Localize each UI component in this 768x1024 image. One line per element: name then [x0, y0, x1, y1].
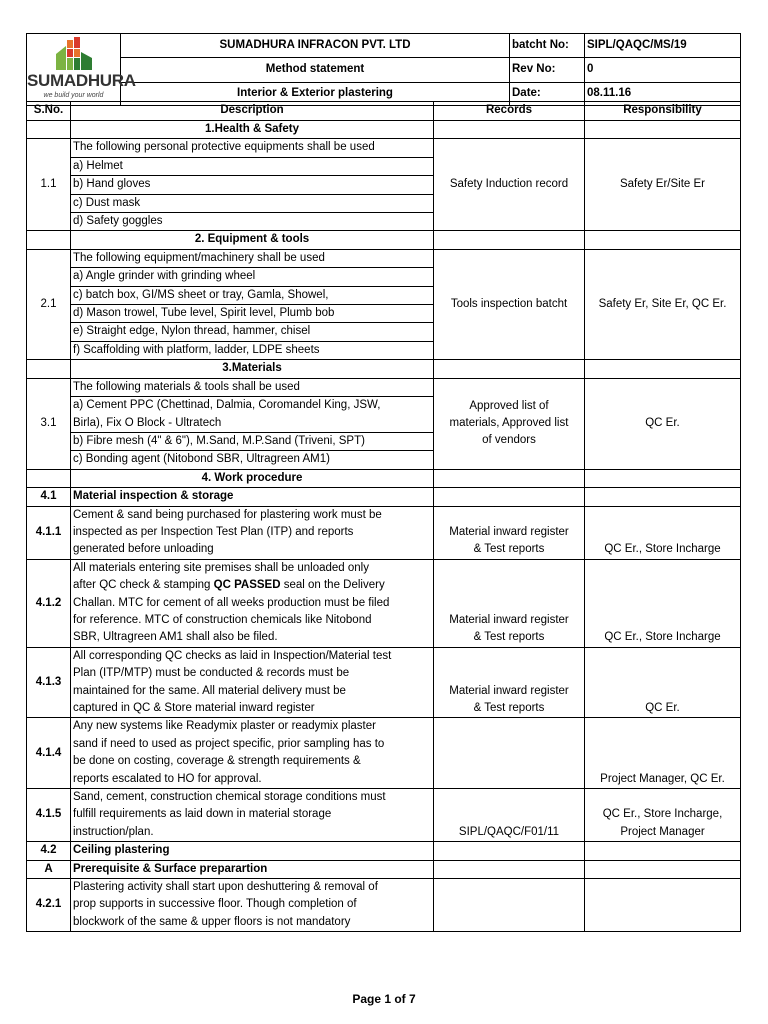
col-sno: S.No.	[27, 102, 71, 121]
responsibility-cell: QC Er., Store Incharge	[585, 559, 741, 647]
description-line: a) Cement PPC (Chettinad, Dalmia, Coromandel King, JSW, Birla), Fix O Block - Ultratech	[71, 397, 434, 433]
logo-wordmark: SUMADHURA	[27, 71, 136, 90]
responsibility-cell	[585, 879, 741, 932]
subsection-title: Prerequisite & Surface preparartion	[71, 860, 434, 878]
section-heading: 1.Health & Safety	[71, 121, 434, 139]
responsibility-cell: QC Er., Store Incharge	[585, 506, 741, 559]
description-cell: All materials entering site premises shall be unloaded only after QC check & stamping QC PASSED seal on the Delivery Challan. MTC for cement of all weeks production must be filed for reference. MTC of construction chemicals like Nitobond SBR, Ultragreen AM1 shall also be filed.	[71, 559, 434, 647]
row-number: 4.2.1	[27, 879, 71, 932]
description-line: d) Safety goggles	[71, 213, 434, 231]
date-value: 08.11.16	[585, 82, 741, 105]
description-line: f) Scaffolding with platform, ladder, LDPE sheets	[71, 341, 434, 359]
row-number: 4.1.5	[27, 789, 71, 842]
row-number: 4.1.2	[27, 559, 71, 647]
description-cell: All corresponding QC checks as laid in Inspection/Material test Plan (ITP/MTP) must be conducted & records must be maintained for the same. All material delivery must be captured in QC & Store material inward register	[71, 647, 434, 718]
description-cell: Plastering activity shall start upon deshuttering & removal of prop supports in successive floor. Though completion of blockwork of the same & upper floors is not mandatory	[71, 879, 434, 932]
col-description: Description	[71, 102, 434, 121]
subsection-title: Material inspection & storage	[71, 488, 434, 506]
rev-label: Rev No:	[510, 58, 585, 82]
records-cell: Safety Induction record	[434, 139, 585, 231]
row-number: 1.1	[27, 139, 71, 231]
description-line: c) Dust mask	[71, 194, 434, 212]
responsibility-cell: Safety Er, Site Er, QC Er.	[585, 249, 741, 359]
row-number: A	[27, 860, 71, 878]
section-heading: 2. Equipment & tools	[71, 231, 434, 249]
sumadhura-logo-icon	[52, 36, 96, 74]
subsection-title: Ceiling plastering	[71, 842, 434, 860]
description-cell: Cement & sand being purchased for plastering work must be inspected as per Inspection Test Plan (ITP) and reports generated before unloading	[71, 506, 434, 559]
description-line: c) Bonding agent (Nitobond SBR, Ultragreen AM1)	[71, 451, 434, 469]
responsibility-cell: QC Er.	[585, 378, 741, 469]
description-line: c) batch box, GI/MS sheet or tray, Gamla, Showel,	[71, 286, 434, 304]
description-line: The following equipment/machinery shall be used	[71, 249, 434, 267]
description-line: e) Straight edge, Nylon thread, hammer, chisel	[71, 323, 434, 341]
description-line: d) Mason trowel, Tube level, Spirit level, Plumb bob	[71, 305, 434, 323]
page-number: Page 1 of 7	[352, 992, 416, 1006]
batch-label: batcht No:	[510, 34, 585, 58]
description-line: The following materials & tools shall be used	[71, 378, 434, 396]
section-heading: 3.Materials	[71, 360, 434, 378]
row-number: 2.1	[27, 249, 71, 359]
description-cell: Sand, cement, construction chemical storage conditions must fulfill requirements as laid down in material storage instruction/plan.	[71, 789, 434, 842]
responsibility-cell: QC Er.	[585, 647, 741, 718]
description-line: b) Hand gloves	[71, 176, 434, 194]
document-subject: Interior & Exterior plastering	[121, 82, 510, 105]
records-cell	[434, 718, 585, 789]
col-responsibility: Responsibility	[585, 102, 741, 121]
records-cell: Material inward register & Test reports	[434, 506, 585, 559]
document-type: Method statement	[121, 58, 510, 82]
description-line: a) Helmet	[71, 157, 434, 175]
header-table	[26, 33, 741, 106]
description-line: The following personal protective equipments shall be used	[71, 139, 434, 157]
date-label: Date:	[510, 82, 585, 105]
rev-value: 0	[585, 58, 741, 82]
records-cell	[434, 879, 585, 932]
description-line: b) Fibre mesh (4" & 6"), M.Sand, M.P.Sand (Triveni, SPT)	[71, 432, 434, 450]
responsibility-cell: Project Manager, QC Er.	[585, 718, 741, 789]
company-name: SUMADHURA INFRACON PVT. LTD	[121, 34, 510, 58]
description-cell: Any new systems like Readymix plaster or readymix plaster sand if need to used as project specific, prior sampling has to be done on costing, coverage & strength requirements & reports escalated to HO for approval.	[71, 718, 434, 789]
records-cell: SIPL/QAQC/F01/11	[434, 789, 585, 842]
company-logo-cell	[27, 34, 136, 106]
records-cell: Material inward register & Test reports	[434, 559, 585, 647]
records-cell: Material inward register & Test reports	[434, 647, 585, 718]
row-number: 3.1	[27, 378, 71, 469]
responsibility-cell: QC Er., Store Incharge, Project Manager	[585, 789, 741, 842]
batch-value: SIPL/QAQC/MS/19	[585, 34, 741, 58]
records-cell: Tools inspection batcht	[434, 249, 585, 359]
row-number: 4.1	[27, 488, 71, 506]
body-table	[26, 101, 741, 932]
col-records: Records	[434, 102, 585, 121]
row-number: 4.1.3	[27, 647, 71, 718]
section-heading: 4. Work procedure	[71, 469, 434, 487]
row-number: 4.2	[27, 842, 71, 860]
row-number: 4.1.4	[27, 718, 71, 789]
logo-tagline: we build your world	[43, 92, 104, 100]
row-number: 4.1.1	[27, 506, 71, 559]
description-line: a) Angle grinder with grinding wheel	[71, 268, 434, 286]
responsibility-cell: Safety Er/Site Er	[585, 139, 741, 231]
records-cell: Approved list of materials, Approved list of vendors	[434, 378, 585, 469]
